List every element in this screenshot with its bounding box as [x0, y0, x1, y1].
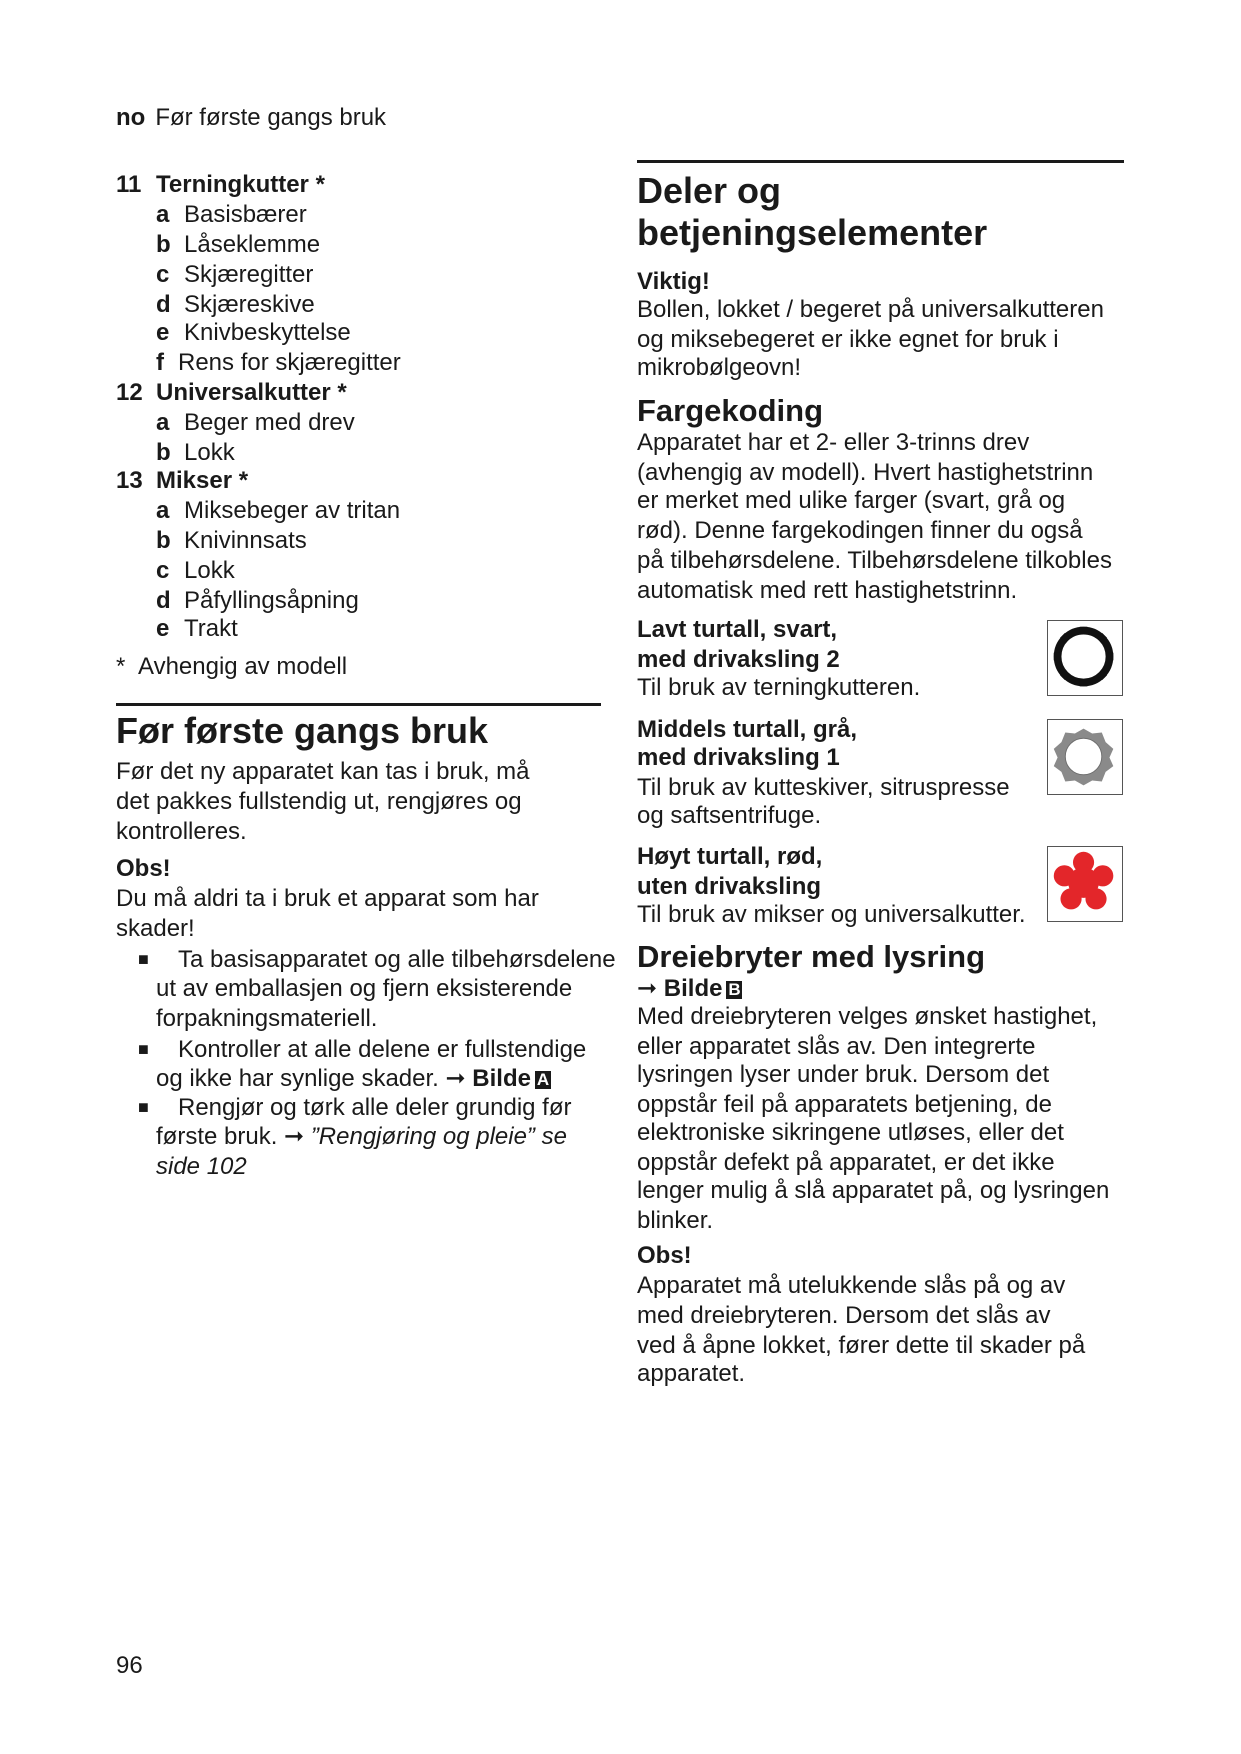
speed-medium-desc: Til bruk av kutteskiver, sitruspresse	[637, 774, 1010, 801]
cross-reference-link[interactable]: side 102	[156, 1153, 247, 1180]
rotary-obs-line: Apparatet må utelukkende slås på og av	[637, 1272, 1066, 1299]
parts-subitem: d Skjæreskive	[156, 291, 315, 318]
rotary-obs-label: Obs!	[637, 1242, 692, 1269]
parts-heading-line: betjeningselementer	[637, 212, 988, 253]
rotary-body-line: Med dreiebryteren velges ønsket hastighet,	[637, 1003, 1098, 1030]
bullet-line: ut av emballasjen og fjern eksisterende	[156, 975, 573, 1002]
bullet-icon: ■	[138, 949, 149, 969]
bullet-item: ■ Ta basisapparatet og alle tilbehørsdelene	[138, 946, 616, 973]
bullet-line: forpakningsmateriell.	[156, 1005, 378, 1032]
cross-reference-link[interactable]: ”Rengjøring og pleie” se	[310, 1123, 567, 1150]
color-coding-line: Apparatet har et 2- eller 3-trinns drev	[637, 429, 1030, 456]
rotary-body-line: blinker.	[637, 1207, 714, 1234]
color-coding-line: automatisk med rett hastighetstrinn.	[637, 577, 1018, 604]
obs-line: Du må aldri ta i bruk et apparat som har	[116, 885, 539, 912]
black-ring-icon	[1047, 620, 1123, 696]
color-coding-line: (avhengig av modell). Hvert hastighetstrinn	[637, 459, 1094, 486]
arrow-right-icon: ➞	[284, 1123, 305, 1150]
parts-subitem: b Lokk	[156, 439, 235, 466]
color-coding-line: er merket med ulike farger (svart, grå og	[637, 487, 1066, 514]
figure-a-badge: A	[536, 1070, 550, 1089]
gray-gear-icon	[1047, 719, 1123, 795]
speed-medium-title: med drivaksling 1	[637, 744, 840, 771]
color-coding-line: rød). Denne fargekodingen finner du også	[637, 517, 1083, 544]
parts-subitem: e Trakt	[156, 615, 238, 642]
footnote: * Avhengig av modell	[116, 653, 348, 680]
speed-high-desc: Til bruk av mikser og universalkutter.	[637, 901, 1026, 928]
figure-ref-link[interactable]: Bilde	[472, 1065, 531, 1092]
speed-low-desc: Til bruk av terningkutteren.	[637, 674, 921, 701]
rotary-figure-ref	[637, 974, 742, 1004]
obs-label: Obs!	[116, 855, 171, 882]
rotary-body-line: oppstår defekt på apparatet, er det ikke	[637, 1149, 1055, 1176]
obs-line: skader!	[116, 915, 195, 942]
parts-subitem: a Beger med drev	[156, 409, 355, 436]
rotary-body-line: oppstår feil på apparatets betjening, de	[637, 1091, 1052, 1118]
parts-subitem: b Knivinnsats	[156, 527, 307, 554]
bullet-line: første bruk. ➞ ”Rengjøring og pleie” se	[156, 1123, 567, 1150]
parts-subitem: f Rens for skjæregitter	[156, 349, 401, 376]
rotary-heading: Dreiebryter med lysring	[637, 939, 986, 974]
first-use-heading: Før første gangs bruk	[116, 710, 489, 751]
bullet-item: ■ Rengjør og tørk alle deler grundig før	[138, 1094, 572, 1121]
rotary-obs-line: ved å åpne lokket, fører dette til skader på	[637, 1332, 1086, 1359]
arrow-right-icon: ➞	[637, 975, 658, 1002]
bullet-item: ■ Kontroller at alle delene er fullstendige	[138, 1036, 587, 1063]
speed-medium-desc: og saftsentrifuge.	[637, 802, 822, 829]
section-rule	[637, 160, 1124, 163]
important-line: Bollen, lokket / begeret på universalkutteren	[637, 296, 1104, 323]
figure-ref-link[interactable]: Bilde	[663, 975, 723, 1002]
parts-subitem: a Basisbærer	[156, 201, 307, 228]
rotary-body-line: elektroniske sikringene utløses, eller det	[637, 1119, 1064, 1146]
red-flower-icon	[1047, 846, 1123, 922]
section-rule	[116, 703, 601, 706]
parts-item-13: 13 Mikser *	[116, 467, 249, 494]
important-line: mikrobølgeovn!	[637, 354, 802, 381]
speed-low-title: med drivaksling 2	[637, 646, 840, 673]
arrow-right-icon: ➞	[445, 1065, 466, 1092]
figure-b-badge: B	[728, 980, 741, 999]
parts-subitem: a Miksebeger av tritan	[156, 497, 401, 524]
color-coding-heading: Fargekoding	[637, 393, 824, 428]
running-header	[116, 104, 386, 132]
rotary-obs-line: apparatet.	[637, 1360, 746, 1387]
parts-subitem: b Låseklemme	[156, 231, 321, 258]
parts-subitem: c Lokk	[156, 557, 235, 584]
page-number: 96	[116, 1652, 143, 1679]
parts-item-11: 11 Terningkutter *	[116, 171, 325, 198]
rotary-obs-line: med dreiebryteren. Dersom det slås av	[637, 1302, 1051, 1329]
left-column	[116, 170, 616, 1220]
first-use-intro-line: kontrolleres.	[116, 818, 247, 845]
bullet-icon: ■	[138, 1097, 149, 1117]
first-use-intro-line: det pakkes fullstendig ut, rengjøres og	[116, 788, 522, 815]
important-line: og miksebegeret er ikke egnet for bruk i	[637, 326, 1059, 353]
important-label: Viktig!	[637, 268, 710, 295]
speed-high-title: Høyt turtall, rød,	[637, 843, 823, 870]
right-column	[637, 160, 1127, 1410]
parts-subitem: d Påfyllingsåpning	[156, 587, 359, 614]
parts-heading-line: Deler og	[637, 170, 782, 211]
header-title: Før første gangs bruk	[155, 104, 387, 131]
rotary-body-line: eller apparatet slås av. Den integrerte	[637, 1033, 1036, 1060]
speed-medium-title: Middels turtall, grå,	[637, 716, 858, 743]
bullet-line: og ikke har synlige skader. ➞ Bilde A	[156, 1065, 550, 1092]
speed-high-title: uten drivaksling	[637, 873, 822, 900]
speed-low-title: Lavt turtall, svart,	[637, 616, 838, 643]
color-coding-line: på tilbehørsdelene. Tilbehørsdelene tilkobles	[637, 547, 1112, 574]
parts-item-12: 12 Universalkutter *	[116, 379, 347, 406]
bullet-icon: ■	[138, 1039, 149, 1059]
rotary-body-line: lenger mulig å slå apparatet på, og lysringen	[637, 1177, 1110, 1204]
language-code: no	[116, 104, 146, 131]
rotary-body-line: lysringen lyser under bruk. Dersom det	[637, 1061, 1050, 1088]
first-use-intro-line: Før det ny apparatet kan tas i bruk, må	[116, 758, 530, 785]
parts-subitem: e Knivbeskyttelse	[156, 319, 351, 346]
parts-subitem: c Skjæregitter	[156, 261, 314, 288]
